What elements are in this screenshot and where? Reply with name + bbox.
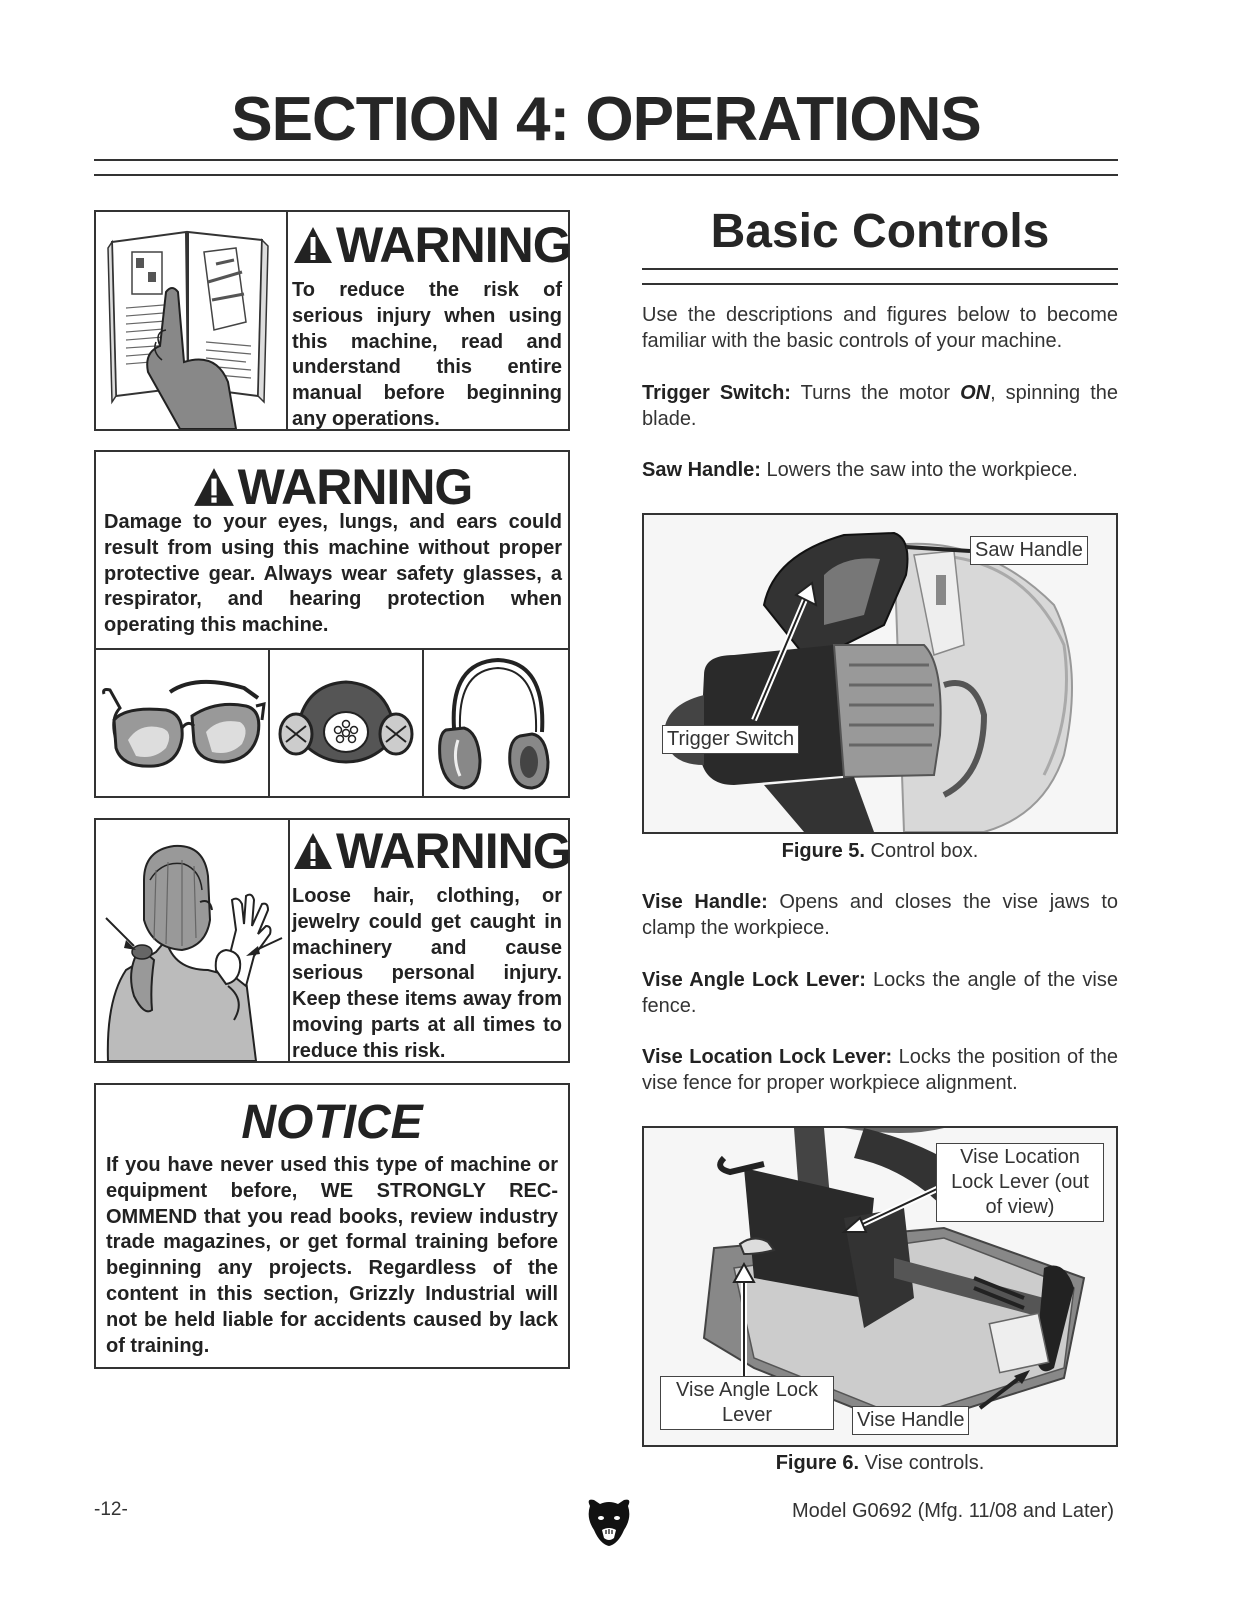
term: Saw Handle: bbox=[642, 459, 761, 481]
heading-rule-bottom bbox=[642, 283, 1118, 285]
term: Vise Handle: bbox=[642, 891, 768, 913]
term: Vise Angle Lock Lever: bbox=[642, 969, 866, 991]
warning-triangle-icon bbox=[292, 831, 334, 871]
term: Vise Location Lock Lever: bbox=[642, 1046, 893, 1068]
vise-angle-lock-description: Vise Angle Lock Lever: Locks the angle of the vise fence. bbox=[642, 969, 1118, 1017]
trigger-switch-description: Trigger Switch: Turns the motor ON, spinning the blade. bbox=[642, 382, 1119, 430]
title-rule-top bbox=[94, 159, 1118, 161]
warning-box-protective-gear bbox=[94, 450, 570, 798]
callout-vise-handle: Vise Handle bbox=[852, 1406, 969, 1435]
figure-6-vise-controls bbox=[642, 1126, 1118, 1447]
warning-heading: WARNING bbox=[292, 220, 562, 270]
warning-content bbox=[292, 212, 571, 430]
warning-triangle-icon bbox=[292, 225, 334, 265]
warning-text: Loose hair, clothing, or jewelry could get caught in machinery and cause serious personal injury. Keep these items away from moving parts at all times to reduce this risk. bbox=[292, 885, 562, 1062]
page-number: -12- bbox=[94, 1499, 128, 1520]
vise-location-lock-description: Vise Location Lock Lever: Locks the position of the vise fence for proper workpiece alignment. bbox=[642, 1046, 1118, 1094]
figure-5-caption: Figure 5. Control box. bbox=[781, 840, 979, 862]
warning-heading: WARNING bbox=[96, 462, 568, 512]
hearing-protection-icon bbox=[424, 648, 568, 796]
manual-reading-icon bbox=[96, 212, 288, 429]
term: Trigger Switch: bbox=[642, 382, 791, 404]
callout-saw-handle: Saw Handle bbox=[970, 536, 1088, 565]
vise-handle-description: Vise Handle: Opens and closes the vise jaws to clamp the workpiece. bbox=[642, 891, 1118, 939]
section-heading: Basic Controls bbox=[710, 205, 1050, 258]
title-rule-bottom bbox=[94, 174, 1118, 176]
warning-heading-row bbox=[96, 459, 568, 515]
warning-box-manual bbox=[94, 210, 570, 431]
warning-triangle-icon bbox=[192, 466, 236, 508]
grizzly-bear-logo-icon bbox=[584, 1496, 634, 1548]
figure-6-caption: Figure 6. Vise controls. bbox=[775, 1452, 985, 1474]
respirator-icon bbox=[270, 648, 424, 796]
saw-handle-description: Saw Handle: Lowers the saw into the workpiece. bbox=[642, 459, 1078, 481]
callout-vise-angle-lock-lever: Vise Angle Lock Lever bbox=[660, 1376, 834, 1430]
callout-vise-location-lock-lever: Vise Location Lock Lever (out of view) bbox=[936, 1143, 1104, 1222]
warning-box-loose-hair bbox=[94, 818, 570, 1063]
warning-heading: WARNING bbox=[292, 826, 562, 876]
notice-box bbox=[94, 1083, 570, 1369]
heading-rule-top bbox=[642, 268, 1118, 270]
warning-content bbox=[292, 820, 571, 1062]
callout-trigger-switch: Trigger Switch bbox=[662, 725, 799, 754]
page-title: SECTION 4: OPERATIONS bbox=[231, 85, 981, 154]
notice-heading: NOTICE bbox=[241, 1096, 423, 1149]
warning-text: Damage to your eyes, lungs, and ears could result from using this machine without proper protective gear. Always wear safety glasses, a respirator, and hearing protection when operating this machine. bbox=[104, 511, 562, 637]
notice-text: If you have never used this type of machine or equipment before, WE STRONGLY REC-OMMEND that you read books, review industry trade magazines, or get formal training before beginning any projects. Regardless of the content in this section, Grizzly Industrial will not be held liable for accidents caused by lack of training. bbox=[106, 1154, 558, 1357]
warning-text: To reduce the risk of serious injury when using this machine, read and understand this entire manual before beginning any operations. bbox=[292, 279, 562, 430]
model-info: Model G0692 (Mfg. 11/08 and Later) bbox=[791, 1500, 1114, 1522]
safety-glasses-icon bbox=[96, 648, 270, 796]
loose-hair-icon bbox=[96, 820, 290, 1061]
intro-text: Use the descriptions and figures below to become familiar with the basic controls of your machine. bbox=[642, 304, 1118, 352]
figure-5-control-box bbox=[642, 513, 1118, 834]
